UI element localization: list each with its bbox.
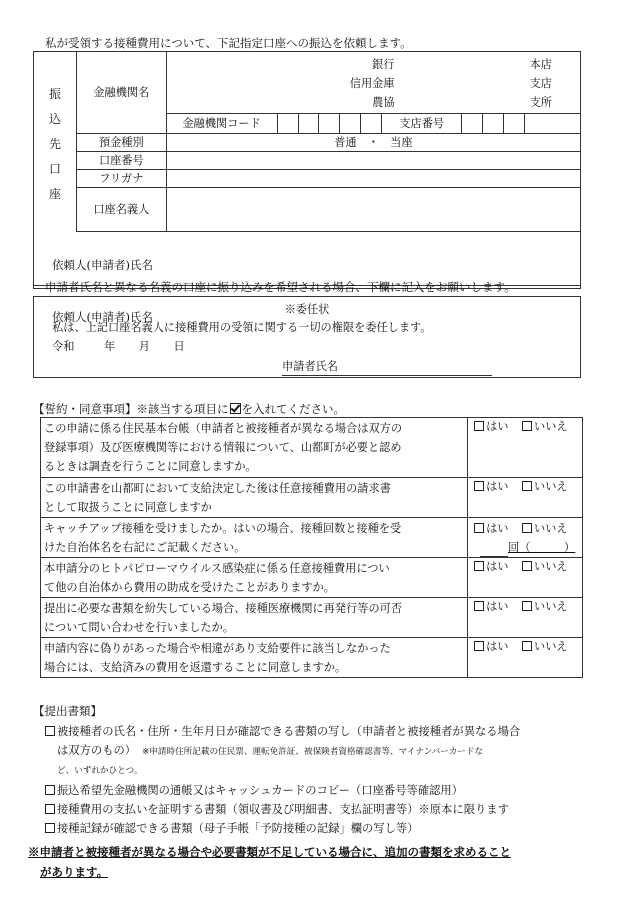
deposit-type-label: 預金種別: [76, 134, 166, 152]
document-item-cont: は双方のもの） ※申請時住所記載の住民票、運転免許証、被保険者資格確認書等、マイナンバーカードな: [57, 744, 484, 757]
account-no-label: 口座番号: [76, 152, 166, 170]
institution-name-field[interactable]: [166, 52, 580, 114]
pledge-question: この申請書を山都町において支給決定した後は任意接種費用の請求書 として取扱うことに同意しますか: [41, 478, 468, 518]
pledge-question: 提出に必要な書類を紛失している場合、接種医療機関に再発行等の可否 について問い合わせを行いましたか。: [41, 598, 468, 638]
yes-option[interactable]: はい: [474, 640, 508, 653]
no-option[interactable]: いいえ: [522, 480, 568, 493]
checkbox-icon[interactable]: [474, 601, 484, 611]
pledge-row: [41, 478, 583, 518]
pledge-heading: 【誓約・同意事項】※該当する項目に を入れてください。: [33, 402, 345, 416]
code-digit-2[interactable]: [298, 114, 319, 134]
checkbox-icon[interactable]: [522, 601, 532, 611]
code-digit-4[interactable]: [340, 114, 361, 134]
delegation-box: [33, 296, 581, 378]
documents-list: [45, 722, 625, 838]
checkbox-icon[interactable]: [522, 561, 532, 571]
yes-option[interactable]: はい: [474, 480, 508, 493]
institution-types: 銀行 信用金庫 農協: [349, 58, 395, 109]
document-item: 接種記録が確認できる書類（母子手帳「予防接種の記録」欄の写し等）: [45, 819, 625, 838]
yes-option[interactable]: はい: [474, 522, 508, 535]
branch-digit-4[interactable]: [525, 114, 581, 134]
furigana-label: フリガナ: [76, 170, 166, 188]
checkbox-icon[interactable]: [522, 481, 532, 491]
checkbox-checked-icon: [230, 403, 241, 414]
checkbox-icon[interactable]: [45, 804, 55, 814]
delegation-date: 令和 年 月 日: [52, 340, 185, 353]
bank-side-label: 振 込 先 口 座: [34, 52, 77, 232]
code-digit-1[interactable]: [277, 114, 298, 134]
holder-label: 口座名義人: [76, 188, 166, 232]
requester-label: 依頼人(申請者)氏名: [52, 310, 153, 324]
branch-digit-3[interactable]: [504, 114, 525, 134]
document-item-note: ど、いずれかひとつ。: [57, 766, 143, 776]
no-option[interactable]: いいえ: [522, 420, 568, 433]
pledge-answer: [468, 598, 583, 638]
pledge-answer: [468, 478, 583, 518]
checkbox-icon[interactable]: [522, 523, 532, 533]
pledge-row: [41, 518, 583, 558]
branch-types: 本店 支店 支所: [529, 58, 552, 109]
delegation-note: 申請者氏名と異なる名義の口座に振り込みを希望される場合、下欄に記入をお願いします。: [45, 280, 516, 294]
code-digit-3[interactable]: [319, 114, 340, 134]
pledge-question: 本申請分のヒトパピローマウイルス感染症に係る任意接種費用につい て他の自治体から費用の助成を受けたことがありますか。: [41, 558, 468, 598]
pledge-answer: [468, 518, 583, 558]
account-no-field[interactable]: [166, 152, 580, 170]
document-item: 振込希望先金融機関の通帳又はキャッシュカードのコピー（口座番号等確認用）: [45, 781, 625, 800]
code-label: 金融機関コード: [166, 114, 277, 134]
code-digit-5[interactable]: [361, 114, 382, 134]
intro-text: 私が受領する接種費用について、下記指定口座への振込を依頼します。: [45, 36, 412, 50]
pledge-answer: [468, 638, 583, 678]
deposit-type-options[interactable]: 普通 ・ 当座: [166, 134, 580, 152]
yes-option[interactable]: はい: [474, 560, 508, 573]
holder-field[interactable]: [166, 188, 580, 232]
checkbox-icon[interactable]: [474, 481, 484, 491]
pledge-question: この申請に係る住民基本台帳（申請者と被接種者が異なる場合は双方の 登録事項）及び医療機関等における情報について、山都町が必要と認め るときは調査を行うことに同意しますか。: [41, 418, 468, 478]
checkbox-icon[interactable]: [474, 523, 484, 533]
checkbox-icon[interactable]: [522, 641, 532, 651]
checkbox-icon[interactable]: [474, 641, 484, 651]
furigana-field[interactable]: [166, 170, 580, 188]
branch-digit-2[interactable]: [483, 114, 504, 134]
delegation-text: 私は、上記口座名義人に接種費用の受領に関する一切の権限を委任します。: [52, 321, 432, 334]
document-item: 被接種者の氏名・住所・生年月日が確認できる書類の写し（申請者と被接種者が異なる場合: [45, 722, 625, 741]
pledge-row: [41, 418, 583, 478]
checkbox-icon[interactable]: [45, 785, 55, 795]
checkbox-icon[interactable]: [45, 726, 55, 736]
count-field[interactable]: 回（ ）: [508, 541, 576, 554]
delegation-title: ※委任状: [284, 303, 330, 316]
yes-option[interactable]: はい: [474, 420, 508, 433]
bank-table: [33, 51, 581, 232]
pledge-answer: [468, 418, 583, 478]
documents-heading: 【提出書類】: [33, 704, 102, 718]
branch-no-label: 支店番号: [382, 114, 462, 134]
checkbox-icon[interactable]: [474, 421, 484, 431]
no-option[interactable]: いいえ: [522, 600, 568, 613]
yes-option[interactable]: はい: [474, 600, 508, 613]
pledge-question: キャッチアップ接種を受けましたか。はいの場合、接種回数と接種を受 けた自治体名を右記にご記載ください。: [41, 518, 468, 558]
pledge-answer: [468, 558, 583, 598]
pledge-table: [40, 417, 583, 678]
checkbox-icon[interactable]: [522, 421, 532, 431]
checkbox-icon[interactable]: [474, 561, 484, 571]
no-option[interactable]: いいえ: [522, 640, 568, 653]
pledge-row: [41, 638, 583, 678]
requester-label-text: 依頼人(申請者)氏名: [52, 258, 153, 272]
branch-digit-1[interactable]: [462, 114, 483, 134]
checkbox-icon[interactable]: [45, 823, 55, 833]
no-option[interactable]: いいえ: [522, 560, 568, 573]
no-option[interactable]: いいえ: [522, 522, 568, 535]
pledge-question: 申請内容に偽りがあった場合や相違があり支給要件に該当しなかった 場合には、支給済みの費用を返還することに同意しますか。: [41, 638, 468, 678]
institution-label: 金融機関名: [76, 52, 166, 134]
pledge-row: [41, 558, 583, 598]
document-item: 接種費用の支払いを証明する書類（領収書及び明細書、支払証明書等）※原本に限ります: [45, 800, 625, 819]
signer-field[interactable]: 申請者氏名: [282, 359, 492, 376]
footer-note: ※申請者と被接種者が異なる場合や必要書類が不足している場合に、追加の書類を求めること があります。: [28, 845, 511, 879]
pledge-row: [41, 598, 583, 638]
